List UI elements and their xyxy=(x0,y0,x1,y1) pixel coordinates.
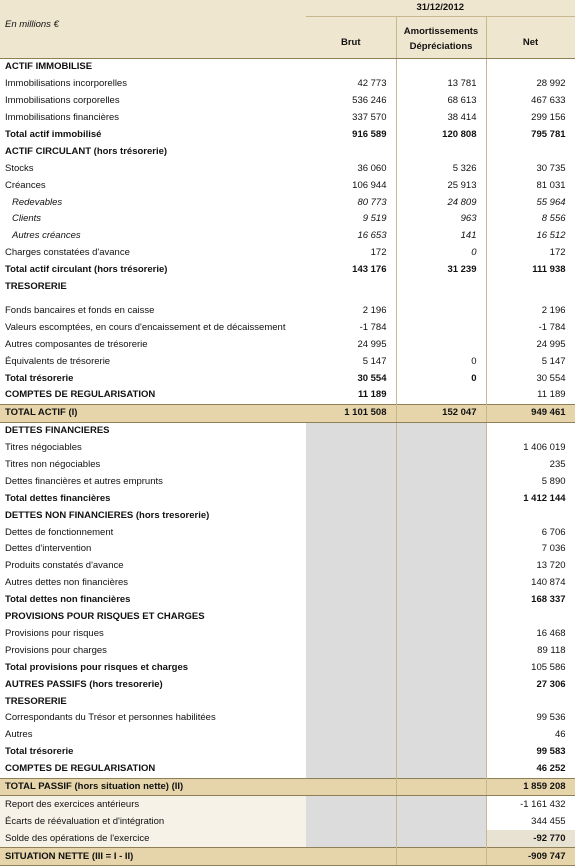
section-heading: TRESORERIE xyxy=(0,279,575,296)
total-row: Total actif circulant (hors trésorerie) 143 176 31 239 111 938 xyxy=(0,262,575,279)
section-heading: DETTES FINANCIERES xyxy=(0,422,575,439)
grand-total-row: TOTAL PASSIF (hors situation nette) (II) 1 859 208 xyxy=(0,778,575,796)
total-row: Total trésorerie 99 583 xyxy=(0,744,575,761)
table-row: Immobilisations incorporelles 42 773 13 781 28 992 xyxy=(0,76,575,93)
total-row: Total provisions pour risques et charges 105 586 xyxy=(0,659,575,676)
table-row: Immobilisations corporelles 536 246 68 613 467 633 xyxy=(0,93,575,110)
header-row-columns xyxy=(0,17,575,59)
table-row: Charges constatées d'avance 172 0 172 xyxy=(0,245,575,262)
table-row: Immobilisations financières 337 570 38 414 299 156 xyxy=(0,110,575,127)
total-row: COMPTES DE REGULARISATION 46 252 xyxy=(0,761,575,778)
table-row: Titres négociables 1 406 019 xyxy=(0,440,575,457)
table-row: Équivalents de trésorerie 5 147 0 5 147 xyxy=(0,353,575,370)
table-row: Report des exercices antérieurs -1 161 432 xyxy=(0,796,575,813)
table-row: Titres non négociables 235 xyxy=(0,457,575,474)
col-header-net: Net xyxy=(486,17,575,59)
total-row: Total dettes non financières 168 337 xyxy=(0,592,575,609)
table-row: Autres dettes non financières 140 874 xyxy=(0,575,575,592)
col-header-amort: Amortissements Dépréciations xyxy=(396,17,486,59)
section-heading: TRESORERIE xyxy=(0,693,575,710)
total-row: AUTRES PASSIFS (hors tresorerie) 27 306 xyxy=(0,676,575,693)
unit-label: En millions € xyxy=(0,17,306,59)
table-row: Dettes d'intervention 7 036 xyxy=(0,541,575,558)
section-heading: ACTIF IMMOBILISE xyxy=(0,59,575,76)
table-row: Stocks 36 060 5 326 30 735 xyxy=(0,160,575,177)
period-label: 31/12/2012 xyxy=(306,0,575,17)
table-row: Redevables 80 773 24 809 55 964 xyxy=(0,194,575,211)
section-heading: ACTIF CIRCULANT (hors trésorerie) xyxy=(0,143,575,160)
col-header-brut: Brut xyxy=(306,17,396,59)
table-row: Dettes de fonctionnement 6 706 xyxy=(0,524,575,541)
table-row: Produits constatés d'avance 13 720 xyxy=(0,558,575,575)
table-row: Provisions pour charges 89 118 xyxy=(0,642,575,659)
total-row: COMPTES DE REGULARISATION 11 189 11 189 xyxy=(0,387,575,404)
total-row: Total actif immobilisé 916 589 120 808 795 781 xyxy=(0,127,575,144)
table-row: Autres composantes de trésorerie 24 995 24 995 xyxy=(0,336,575,353)
table-row: Autres créances 16 653 141 16 512 xyxy=(0,228,575,245)
table-row: Solde des opérations de l'exercice -92 770 xyxy=(0,830,575,847)
table-row: Autres 46 xyxy=(0,727,575,744)
grand-total-row: TOTAL ACTIF (I) 1 101 508 152 047 949 461 xyxy=(0,404,575,422)
total-row: Total dettes financières 1 412 144 xyxy=(0,490,575,507)
total-row: Total trésorerie 30 554 0 30 554 xyxy=(0,370,575,387)
table-row: Valeurs escomptées, en cours d'encaissement et de décaissement -1 784 -1 784 xyxy=(0,319,575,336)
table-row: Écarts de réévaluation et d'intégration 344 455 xyxy=(0,813,575,830)
section-heading: DETTES NON FINANCIERES (hors tresorerie) xyxy=(0,507,575,524)
table-row: Fonds bancaires et fonds en caisse 2 196 2 196 xyxy=(0,295,575,319)
table-row: Provisions pour risques 16 468 xyxy=(0,626,575,643)
section-heading: PROVISIONS POUR RISQUES ET CHARGES xyxy=(0,609,575,626)
grand-total-row: SITUATION NETTE (III = I - II) -909 747 xyxy=(0,848,575,866)
header-row-period xyxy=(0,0,575,17)
table-row: Correspondants du Trésor et personnes habilitées 99 536 xyxy=(0,710,575,727)
table-row: Créances 106 944 25 913 81 031 xyxy=(0,177,575,194)
table-row: Clients 9 519 963 8 556 xyxy=(0,211,575,228)
table-row: Dettes financières et autres emprunts 5 890 xyxy=(0,473,575,490)
